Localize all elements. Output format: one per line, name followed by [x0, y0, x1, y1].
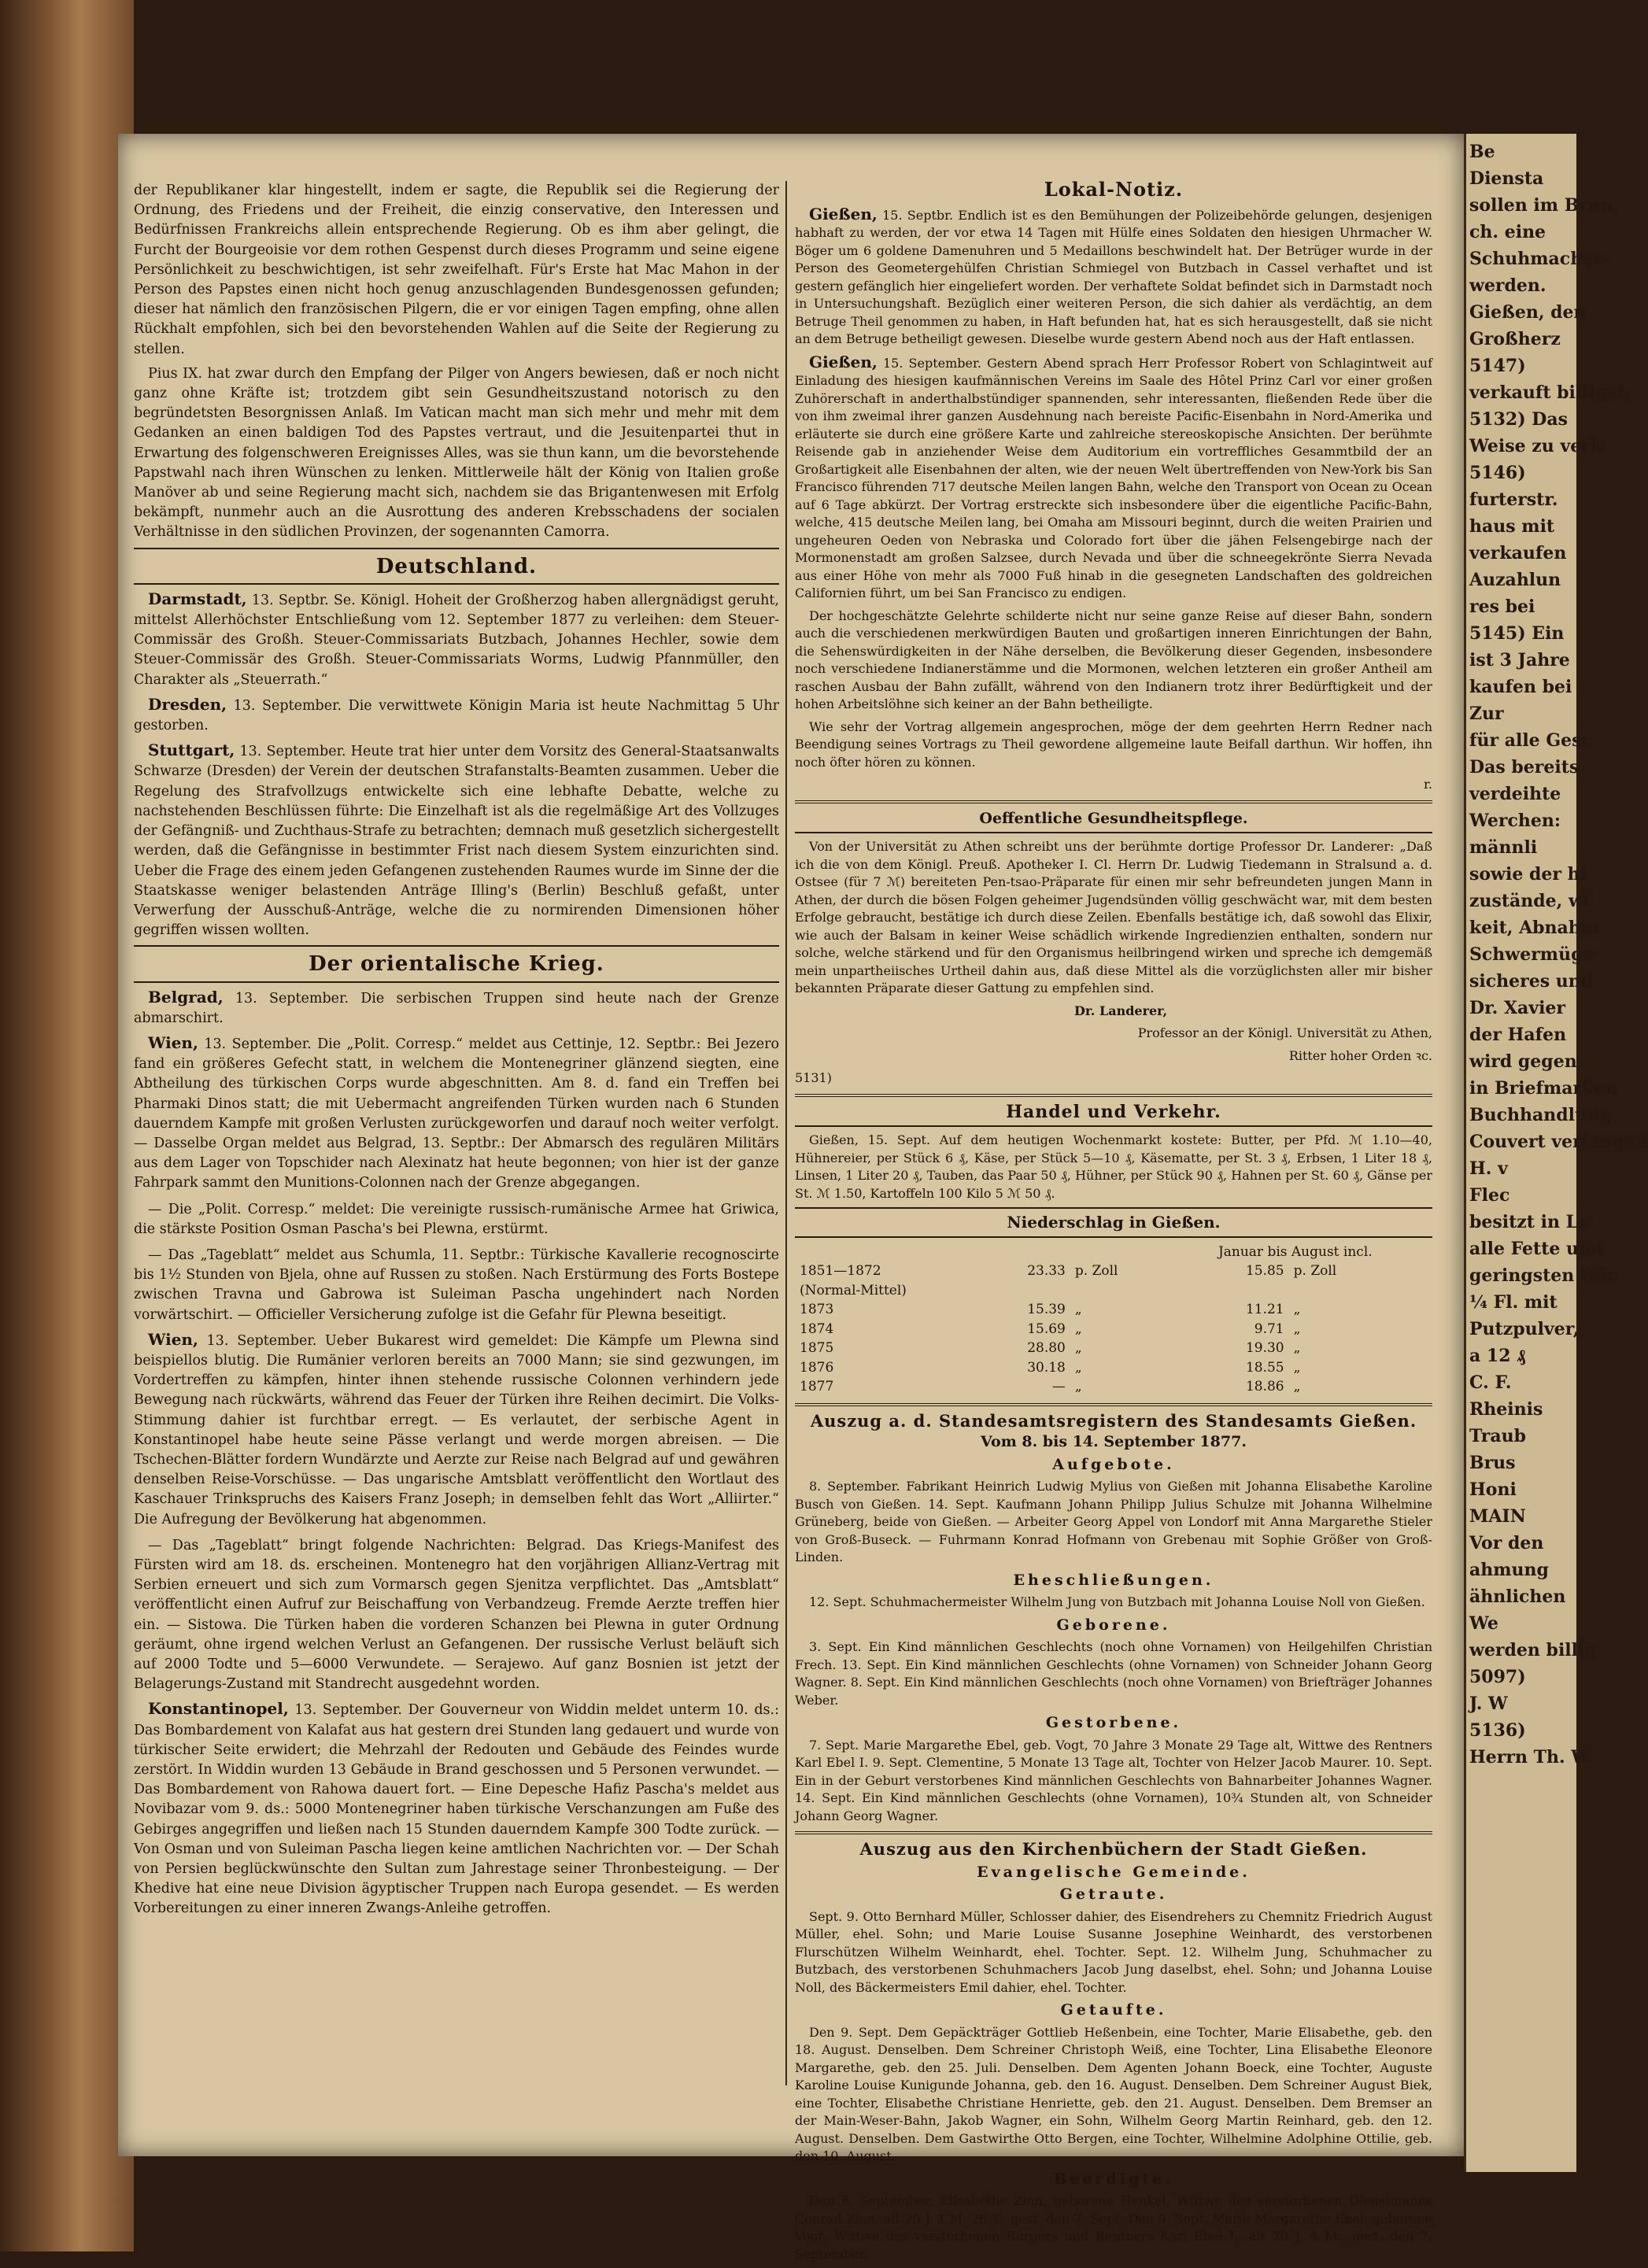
- news-item: — Das „Tageblatt“ meldet aus Schumla, 11. Septbr.: Türkische Kavallerie recognoscirte bis 1½ Stunden von Bjela, ohne auf Russen zu stoßen. Nach Erstürmung des Forts Bostepe zwischen Travna und Gabrowa ist Suleiman Pascha ungehindert nach Norden vorwärtschirt. — Officieller Versicherung zufolge ist die Gefahr für Plewna beseitigt.: [134, 1247, 779, 1323]
- adjacent-page-fragment: ist 3 Jahre: [1469, 650, 1570, 670]
- subheading-gemeinde: Evangelische Gemeinde.: [977, 1863, 1251, 1881]
- section-heading-gesundheit: Oeffentliche Gesundheitspflege.: [979, 809, 1248, 827]
- book-spine: [0, 0, 134, 2251]
- column-divider: [785, 181, 787, 2085]
- adjacent-page-fragment: besitzt in Lo: [1469, 1212, 1590, 1232]
- news-item: Wien, 13. September. Ueber Bukarest wird gemeldet: Die Kämpfe um Plewna sind beispiellos blutig. Die Rumänier verloren bereits an 7000 Mann; sie sind gezwungen, im Vordertreffen zu kämpfen, hinter ihnen stehende russische Colonnen verhindern jede Bewegung nach rückwärts, während das Feuer der Türken ihre Reihen decimirt. Die Volks-Stimmung dahier ist furchtbar erregt. — Es verlautet, der serbische Agent in Konstantinopel habe heute seine Pässe verlangt und werde morgen abreisen. — Die Tschechen-Blätter fordern Wundärzte und Aerzte zur Reise nach Belgrad auf und gewähren denselben Reise-Vorschüsse. — Das ungarische Amtsblatt veröffentlicht den Wortlaut des Kaschauer Trinkspruchs des Kaisers Franz Joseph; in demselben fehlt das Wort „Alliirter.“ Die Aufregung der Bevölkerung hat abgenommen.: [134, 1329, 779, 1527]
- intro-paragraph: der Republikaner klar hingestellt, indem er sagte, die Republik sei die Regierung der Ordnung, des Friedens und der Freiheit, die einzig conservative, den Interessen und Bedürfnissen Frankreichs allein entsprechende Regierung. Ob es ihm aber gelingt, die Furcht der Bourgeoisie vor dem rothen Gespenst durch dieses Programm und seine eigene Persönlichkeit zu beschwichtigen, ist sehr zweifelhaft. Für's Erste hat Mac Mahon in der Person des Papstes einen nicht hoch genug anzuschlagenden Bundesgenossen gefunden; dieser hat nämlich den französischen Pilgern, die er vor einigen Tagen empfing, ohne allen Rückhalt empfohlen, sich bei den bevorstehenden Wahlen auf die Seite der Regierung zu stellen.: [134, 183, 779, 357]
- adjacent-page-fragment: Putzpulver,: [1469, 1319, 1580, 1339]
- table-row: 1851—1872 23.33 p. Zoll 15.85 p. Zoll: [800, 1263, 1337, 1279]
- left-column: [134, 181, 779, 1924]
- adjacent-page-fragment: Zur: [1469, 704, 1504, 724]
- adjacent-page-fragment: Das bereits: [1469, 757, 1580, 778]
- section-heading-handel: Handel und Verkehr.: [1006, 1101, 1221, 1122]
- adjacent-page-fragment: ähnlichen: [1469, 1586, 1566, 1607]
- adjacent-page-fragment: haus mit: [1469, 516, 1555, 537]
- section-rule: [134, 583, 779, 585]
- registry-text: Sept. 9. Otto Bernhard Müller, Schlosser dahier, des Eisendrehers zu Chemnitz Friedrich August Müller, ehel. Sohn; und Marie Louise Susanne Josephine Weinhardt, des verstorbenen Flurschützen Wilhelm Weinhardt, ehel. Tochter. Sept. 12. Wilhelm Jung, Schuhmacher zu Butzbach, des verstorbenen Schuhmachers Jacob Jung daselbst, ehel. Sohn; und Johanna Louise Noll, des Bäckermeisters Emil dahier, ehel. Tochter.: [795, 1908, 1432, 1995]
- adjacent-page-fragment: Be: [1469, 142, 1495, 162]
- registry-text: 12. Sept. Schuhmachermeister Wilhelm Jung von Butzbach mit Johanna Louise Noll von Gießen.: [809, 1594, 1425, 1609]
- news-item: Wie sehr der Vortrag allgemein angesprochen, möge der dem geehrten Herrn Redner nach Beendigung seines Vortrags zu Theil gewordene allgemeine laute Beifall darthun. Wir hoffen, ihn noch öfter hören zu können.: [795, 718, 1432, 770]
- adjacent-page-fragment: für alle Gesc: [1469, 730, 1592, 751]
- section-heading-lokal: Lokal-Notiz.: [1044, 178, 1184, 201]
- adjacent-page-fragment: verkauft billigst: [1469, 382, 1625, 403]
- news-item: Der hochgeschätzte Gelehrte schilderte nicht nur seine ganze Reise auf dieser Bahn, sondern auch die verschiedenen merkwürdigen Bauten und großartigen inneren Einrichtungen der Bahn, die Sehenswürdigkeiten in der Nähe derselben, die Bevölkerung dieser Gegenden, insbesondere noch verschiedene Indianerstämme und die Mormonen, welchen letzteren ein großer Antheil am raschen Ausbau der Bahn zufällt, während von den Indianern trotz ihrer Bedürftigkeit und der hohen Arbeitslöhne sich keiner an der Bahn betheiligte.: [795, 608, 1432, 711]
- adjacent-page-fragment: 5147): [1469, 356, 1526, 376]
- adjacent-page-fragment: 5132) Das: [1469, 409, 1569, 430]
- adjacent-page-fragment: werden billig: [1469, 1640, 1597, 1660]
- adjacent-page-fragment: 5145) Ein: [1469, 623, 1565, 644]
- adjacent-page-fragment: der Hafen: [1469, 1025, 1567, 1045]
- section-heading-standesamt: Auszug a. d. Standesamtsregistern des Standesamts Gießen.: [810, 1410, 1417, 1431]
- adjacent-page-fragment: verkaufen: [1469, 543, 1567, 563]
- adjacent-page-fragment: 5097): [1469, 1667, 1526, 1687]
- adjacent-page-fragment: We: [1469, 1613, 1498, 1634]
- adjacent-page-fragment: zustände, wi: [1469, 891, 1591, 911]
- adjacent-page-fragment: Auzahlun: [1469, 570, 1561, 590]
- section-rule: [134, 945, 779, 947]
- adjacent-page-fragment: a 12 ₰: [1469, 1346, 1526, 1366]
- table-row: 1877 — „ 18.86 „: [800, 1379, 1301, 1394]
- adjacent-page-fragment: Großherz: [1469, 329, 1561, 349]
- adjacent-page-fragment: 5136): [1469, 1720, 1526, 1741]
- news-item: Konstantinopel, 13. September. Der Gouverneur von Widdin meldet unterm 10. ds.: Das Bombardement von Kalafat aus hat gestern drei Stunden lang gedauert und wurde von türkischer Seite erwidert; die Mehrzahl der Redouten und Gebäude des Feindes wurde zerstört. In Widdin wurden 13 Gebäude in Brand geschossen und 5 Personen verwundet. — Das Bombardement von Rahowa dauert fort. — Eine Depesche Hafiz Pascha's meldet aus Novibazar vom 9. ds.: 5000 Montenegriner haben türkische Verschanzungen am Fuße des Gebirges angegriffen und ließen nach 15 Stunden dauerndem Kampfe 300 Todte zurück. — Von Osman und von Suleiman Pascha liegen keine amtlichen Nachrichten vor. — Der Schah von Persien beglückwünschte den Sultan zum Jahrestage seiner Thronbesteigung. — Der Khedive hat eine neue Division ägyptischer Truppen nach Europa gesendet. — Es werden Vorbereitungen zu einer inneren Zwangs-Anleihe getroffen.: [134, 1699, 779, 1917]
- subheading-gestorbene: Gestorbene.: [1045, 1714, 1182, 1731]
- adjacent-page-fragment: Vor den: [1469, 1533, 1544, 1553]
- adjacent-page-fragment: geringsten Rüc: [1469, 1265, 1618, 1286]
- date-range: Vom 8. bis 14. September 1877.: [981, 1433, 1247, 1450]
- adjacent-page-fragment: kaufen bei: [1469, 677, 1572, 697]
- adjacent-page-fragment: keit, Abnahm: [1469, 918, 1600, 938]
- signature-title: Ritter hoher Orden ꝛc.: [1288, 1047, 1432, 1063]
- column-header: Januar bis August incl.: [1218, 1243, 1373, 1260]
- subheading-aufgebote: Aufgebote.: [1052, 1455, 1175, 1473]
- adjacent-page-fragment: Buchhandlung: [1469, 1105, 1613, 1125]
- section-rule: [795, 1831, 1432, 1834]
- section-heading-krieg: Der orientalische Krieg.: [309, 952, 604, 977]
- adjacent-page-fragments: [1466, 134, 1648, 1775]
- table-row: 1876 30.18 „ 18.55 „: [800, 1359, 1301, 1376]
- adjacent-page-fragment: männli: [1469, 837, 1538, 858]
- adjacent-page-fragment: Schuhmacher-: [1469, 249, 1610, 269]
- adjacent-page-fragment: H. v: [1469, 1158, 1508, 1179]
- adjacent-page-fragment: sollen im Brun: [1469, 195, 1613, 216]
- right-column: [795, 178, 1432, 2268]
- adjacent-page-fragment: Weise zu verk: [1469, 436, 1603, 456]
- signature: r.: [1424, 777, 1432, 792]
- adjacent-page-fragment: 5146): [1469, 463, 1526, 483]
- adjacent-page-fragment: ahmung: [1469, 1560, 1549, 1580]
- section-rule: [795, 1403, 1432, 1406]
- adjacent-page-fragment: Gießen, den: [1469, 302, 1587, 323]
- registry-text: Den 8. September. Elisabethe Zinn, geborene Henkel, Wittwe des verstorbenen Dienstmanns Conrad Zinn, alt 29 J. 1 M. 26 T., gest. den 7. Sept. Den 9. Sept. Marie Margarethe Ebel, geborene Vogt, Wittwe des verstorbenen Bürgers und Rentners Karl Ebel I., alt 70 J. 4 M., gest. den 7. September.: [795, 2193, 1432, 2262]
- news-item: Darmstadt, 13. Septbr. Se. Königl. Hoheit der Großherzog haben allergnädigst geruht, mittelst Allerhöchster Entschließung vom 12. September 1877 zu verleihen: dem Steuer-Commissär des Großh. Steuer-Commissariats Butzbach, Johannes Hechler, sowie dem Steuer-Commissär des Großh. Steuer-Commissariats Worms, Ludwig Pfannmüller, den Charakter als „Steuerrath.“: [134, 589, 779, 688]
- table-row: (Normal-Mittel): [800, 1282, 907, 1298]
- section-rule: [795, 1236, 1432, 1238]
- adjacent-page-fragment: verdeihte: [1469, 784, 1561, 804]
- signature-title: Professor an der Königl. Universität zu Athen,: [1137, 1025, 1432, 1040]
- registry-text: 7. Sept. Marie Margarethe Ebel, geb. Vogt, 70 Jahre 3 Monate 29 Tage alt, Wittwe des Rentners Karl Ebel I. 9. Sept. Clementine, 5 Monate 13 Tage alt, Tochter von Helzer Jacob Maurer. 10. Sept. Ein in der Geburt verstorbenes Kind männlichen Geschlechts von Bahnarbeiter Johannes Wagner. 14. Sept. Ein Kind männlichen Geschlechts (ohne Vornamen), 10¾ Stunden alt, von Schneider Johann Georg Wagner.: [795, 1737, 1432, 1823]
- adjacent-page-fragment: Rheinis: [1469, 1399, 1543, 1420]
- table-header-row: [795, 1243, 1432, 1262]
- registry-text: 3. Sept. Ein Kind männlichen Geschlechts (noch ohne Vornamen) von Heilgehilfen Christian Frech. 13. Sept. Ein Kind männlichen Geschlechts (ohne Vornamen) von Schneider Johann Georg Wagner. 8. Sept. Ein Kind männlichen Geschlechts (noch ohne Vornamen) von Briefträger Johannes Weber.: [795, 1639, 1432, 1708]
- adjacent-page-fragment: sicheres und: [1469, 971, 1594, 992]
- adjacent-page-fragment: C. F.: [1469, 1372, 1512, 1393]
- adjacent-page-fragment: Flec: [1469, 1185, 1510, 1206]
- adjacent-page-fragment: in Briefmarken: [1469, 1078, 1618, 1099]
- adjacent-page-fragment: wird gegen: [1469, 1051, 1577, 1072]
- adjacent-page-fragment: Herrn Th. W: [1469, 1747, 1591, 1767]
- news-item: Gießen, 15. Septbr. Endlich ist es den Bemühungen der Polizeibehörde gelungen, desjenigen habhaft zu werden, der vor etwa 14 Tagen mit Hülfe eines Soldaten den hiesigen Uhrmacher W. Böger um 6 goldene Damenuhren und 5 Medaillons beschwindelt hat. Der Betrüger wurde in der Person des Geometergehülfen Christian Schmiegel von Butzbach in Cassel verhaftet und ist gestern gefänglich hier eingeliefert worden. Der verhaftete Soldat befindet sich in Darmstadt noch in Untersuchungshaft. Bezüglich einer weiteren Person, die sich dahier als verdächtig, an dem Betruge Theil genommen zu haben, in Haft befunden hat, hat es sich herausgestellt, daß sie nicht an dem Betruge betheiligt gewesen. Dieselbe wurde gestern Abend noch aus der Haft entlassen.: [795, 204, 1432, 346]
- section-rule: [795, 832, 1432, 833]
- adjacent-page-fragment: Honi: [1469, 1479, 1517, 1500]
- adjacent-page-fragment: Dr. Xavier: [1469, 998, 1566, 1018]
- intro-paragraph: Pius IX. hat zwar durch den Empfang der Pilger von Angers bewiesen, daß er noch nicht ganz ohne Kräfte ist; trotzdem gibt sein Gesundheitszustand notorisch zu den begründetsten Besorgnissen Anlaß. Im Vatican macht man sich mehr und mehr mit dem Gedanken an einen baldigen Tod des Papstes vertraut, und die Jesuitenpartei thut in Erwartung des folgenschweren Ereignisses Alles, was sie thun kann, um die bevorstehende Papstwahl nach ihren Wünschen zu lenken. Mittlerweile hält der König von Italien große Manöver ab und seine Regierung macht sich, nachdem sie das Brigantenwesen mit Erfolg bekämpft, nunmehr auch an die Ausrottung des anderen Krebsschadens der socialen Verhältnisse in den südlichen Provinzen, der sogenannten Camorra.: [134, 365, 779, 541]
- news-item: — Die „Polit. Corresp.“ meldet: Die vereinigte russisch-rumänische Armee hat Griwica, die stärkste Position Osman Pascha's bei Plewna, erstürmt.: [134, 1201, 779, 1237]
- signature-name: Dr. Landerer,: [1073, 1003, 1168, 1018]
- adjacent-page-fragment: ch. eine: [1469, 222, 1546, 242]
- adjacent-page-fragment: sowie der hi: [1469, 864, 1587, 885]
- subheading-getraute: Getraute.: [1059, 1886, 1168, 1903]
- news-item: Dresden, 13. September. Die verwittwete Königin Maria ist heute Nachmittag 5 Uhr gestorben.: [134, 694, 779, 734]
- newspaper-page: [118, 134, 1464, 2262]
- news-item: — Das „Tageblatt“ bringt folgende Nachrichten: Belgrad. Das Kriegs-Manifest des Fürsten wird am 18. ds. erscheinen. Montenegro hat den vorjährigen Allianz-Vertrag mit Serbien erneuert und sich zum Vormarsch gegen Sjenitza verpflichtet. Das „Amtsblatt“ veröffentlicht einen Aufruf zur Beischaffung von Verbandzeug. Fremde Aerzte treffen hier ein. — Sistowa. Die Türken haben die vorderen Schanzen bei Plewna in guter Ordnung geräumt, ohne irgend welchen Verlust an Gefangenen. Der russische Verlust beläuft sich auf 2000 Todte und 5—6000 Verwundete. — Serajewo. Auf ganz Bosnien ist jetzt der Belagerungs-Zustand mit Standrecht ausgedehnt worden.: [134, 1537, 779, 1693]
- adjacent-page-fragment: Traub: [1469, 1426, 1526, 1446]
- news-item: Belgrad, 13. September. Die serbischen Truppen sind heute nach der Grenze abmarschirt.: [134, 987, 779, 1026]
- market-prices: Gießen, 15. Sept. Auf dem heutigen Wochenmarkt kostete: Butter, per Pfd. ℳ 1.10—40, Hühnereier, per Stück 6 ₰, Käse, per Stück 5—10 ₰, Käsematte, per St. 3 ₰, Erbsen, 1 Liter 18 ₰, Linsen, 1 Liter 20 ₰, Tauben, das Paar 50 ₰, Hühner, per Stück 90 ₰, Hahnen per St. 60 ₰, Gänse per St. ℳ 1.50, Kartoffeln 100 Kilo 5 ℳ 50 ₰.: [795, 1132, 1432, 1201]
- subheading-beerdigte: Beerdigte.: [1054, 2170, 1173, 2188]
- adjacent-page-edge: [1464, 134, 1648, 2172]
- advert-text: Von der Universität zu Athen schreibt uns der berühmte dortige Professor Dr. Landerer: „Daß ich die von dem Königl. Preuß. Apotheker I. Cl. Herrn Dr. Ludwig Tiedemann in Stralsund a. d. Ostsee (für 7 ℳ) bereiteten Pen-tsao-Präparate für einen mir sehr befreundeten jungen Mann in Athen, der durch die bösen Folgen geheimer Jugendsünden völlig geschwächt war, mit dem besten Erfolge gebraucht, bestätige ich durch diese Zeilen. Ebenfalls bestätige ich, daß sowohl das Elixir, wie auch der Balsam in keiner Weise schädlich wirkende Ingredienzien enthalten, sondern nur solche, welche stärkend und für den Organismus heilbringend wirken und spreche ich demgemäß mein unpartheiisches Urtheil dahin aus, daß diese Mittel als die vorzüglichsten aller mir bisher bekannten Präparate dieser Gattung zu empfehlen sind.: [795, 839, 1432, 995]
- adjacent-page-fragment: ¼ Fl. mit: [1469, 1292, 1557, 1313]
- table-row: 1873 15.39 „ 11.21 „: [800, 1302, 1301, 1317]
- adjacent-page-fragment: Diensta: [1469, 168, 1544, 189]
- adjacent-page-fragment: Couvert verlangen: [1469, 1132, 1648, 1152]
- ad-number: 5131): [795, 1070, 832, 1085]
- section-rule: [134, 981, 779, 983]
- section-rule: [795, 800, 1432, 803]
- registry-text: 8. September. Fabrikant Heinrich Ludwig Mylius von Gießen mit Johanna Elisabethe Karoline Busch von Gießen. 14. Sept. Kaufmann Johann Philipp Julius Schulze mit Johanna Wilhelmine Grüneberg, beide von Gießen. — Arbeiter Georg Appel von Londorf mit Anna Margarethe Stieler von Groß-Buseck. — Fuhrmann Konrad Hofmann von Grebenau mit Sophie Größer von Groß-Linden.: [795, 1479, 1432, 1564]
- news-item: Stuttgart, 13. September. Heute trat hier unter dem Vorsitz des General-Staatsanwalts Schwarze (Dresden) der Verein der deutschen Strafanstalts-Beamten zusammen. Ueber die Regelung des Strafvollzugs entwickelte sich eine lebhafte Debatte, welche zu nachstehenden Beschlüssen führte: Die Einzelhaft ist als die regelmäßige Art des Vollzuges der Gefängniß- und Zuchthaus-Strafe zu betrachten; demnach muß gesetzlich sichergestellt werden, daß die Gefängnisse in bestimmter Frist nach diesem System einzurichten sind. Ueber die Frage des einem jeden Gefangenen zustehenden Raumes wurde im Sinne der die Staatskasse weniger belastenden Anträge Illing's (Berlin) Beschluß gefaßt, unter Verwerfung der Ausschuß-Anträge, welche die zu normirenden Dimensionen höher gegriffen wissen wollten.: [134, 741, 779, 939]
- adjacent-page-fragment: furterstr.: [1469, 489, 1558, 510]
- table-row: 1874 15.69 „ 9.71 „: [800, 1321, 1301, 1337]
- subheading-ehe: Eheschließungen.: [1013, 1571, 1214, 1589]
- adjacent-page-fragment: werden.: [1469, 275, 1546, 296]
- adjacent-page-fragment: MAIN: [1469, 1506, 1526, 1527]
- adjacent-page-fragment: alle Fette und: [1469, 1239, 1604, 1259]
- section-rule: [134, 548, 779, 549]
- rain-heading: Niederschlag in Gießen.: [1007, 1213, 1221, 1232]
- subheading-geborene: Geborene.: [1056, 1616, 1171, 1634]
- subheading-getaufte: Getaufte.: [1060, 2001, 1167, 2019]
- rain-table: [795, 1243, 1432, 1397]
- section-rule: [795, 1094, 1432, 1097]
- news-item: Gießen, 15. September. Gestern Abend sprach Herr Professor Robert von Schlagintweit auf Einladung des hiesigen kaufmännischen Vereins im Saale des Hôtel Prinz Carl vor einer großen Zuhörerschaft in anderthalbstündiger spannenden, sehr interessanten, fließenden Rede über die von ihm zweimal ihrer ganzen Ausdehnung nach bereiste Pacific-Eisenbahn in Nord-Amerika und erläuterte sie durch eine größere Karte und zahlreiche stereoskopische Ansichten. Der berühmte Reisende gab in anziehender Weise dem Auditorium ein vortreffliches Gesammtbild der an Großartigkeit alle Eisenbahnen der alten, wie der neuen Welt übertreffenden von New-York bis San Francisco führenden 717 deutsche Meilen langen Bahn, welche den Transport von Ocean zu Ocean auf 6 Tage abkürzt. Der Vortrag erstreckte sich insbesondere über die eigentliche Pacific-Bahn, welche, 415 deutsche Meilen lang, bei Omaha am Missouri beginnt, durch die weiten Prairien und ungeheuren Oeden von Nebraska und Colorado fort über die jähen Felsengebirge nach der Mormonenstadt am großen Salzsee, durch Nevada und über die schneegekrönte Sierra Nevada aus einer Höhe von mehr als 7000 Fuß hinab in die gesegneten Landschaften des goldreichen Californien führt, um bei San Francisco zu endigen.: [795, 352, 1432, 600]
- section-rule: [795, 1207, 1432, 1209]
- adjacent-page-fragment: Werchen:: [1469, 811, 1561, 831]
- adjacent-page-fragment: res bei: [1469, 597, 1535, 617]
- adjacent-page-fragment: Brus: [1469, 1453, 1516, 1473]
- registry-text: Den 9. Sept. Dem Gepäckträger Gottlieb Heßenbein, eine Tochter, Marie Elisabethe, geb. den 18. August. Denselben. Dem Schreiner Christoph Weiß, eine Tochter, Lina Elisabethe Eleonore Margarethe, geb. den 25. Juli. Denselben. Dem Agenten Johann Boeck, eine Tochter, Auguste Karoline Louise Kunigunde Johanna, geb. den 16. August. Denselben. Dem Schreiner August Biek, eine Tochter, Elisabethe Christiane Henriette, geb. den 21. August. Denselben. Dem Bremser an der Main-Weser-Bahn, Jakob Wagner, ein Sohn, Wilhelm Georg Martin Reinhard, geb. den 12. August. Denselben. Dem Gastwirthe Otto Bergen, eine Tochter, Wilhelmine Adolphine Ottilie, geb. den 10. August.: [795, 2024, 1432, 2163]
- adjacent-page-fragment: Schwermüge: [1469, 944, 1594, 965]
- section-heading-deutschland: Deutschland.: [375, 554, 538, 578]
- section-rule: [795, 1125, 1432, 1127]
- adjacent-page-fragment: J. W: [1469, 1694, 1508, 1714]
- news-item: Wien, 13. September. Die „Polit. Corresp.“ meldet aus Cettinje, 12. Septbr.: Bei Jezero fand ein größeres Gefecht statt, in welchem die Montenegriner glänzend siegten, eine Abtheilung des türkischen Corps wurde abgeschnitten. Am 8. d. fand ein Treffen bei Pharmaki Dinos statt; die mit Uebermacht angreifenden Türken wurden nach 6 Stunden dauerndem Kampfe mit großen Verlusten zurückgeworfen und darauf noch weiter verfolgt. — Dasselbe Organ meldet aus Belgrad, 13. Septbr.: Der Abmarsch des regulären Militärs aus dem Lager von Topschider nach Alexinatz hat heute begonnen; von hier ist der ganze Fahrpark sammt den Munitions-Colonnen nach der Grenze abgegangen.: [134, 1032, 779, 1191]
- table-row: 1875 28.80 „ 19.30 „: [800, 1340, 1301, 1356]
- section-heading-kirchen: Auszug aus den Kirchenbüchern der Stadt Gießen.: [859, 1839, 1368, 1859]
